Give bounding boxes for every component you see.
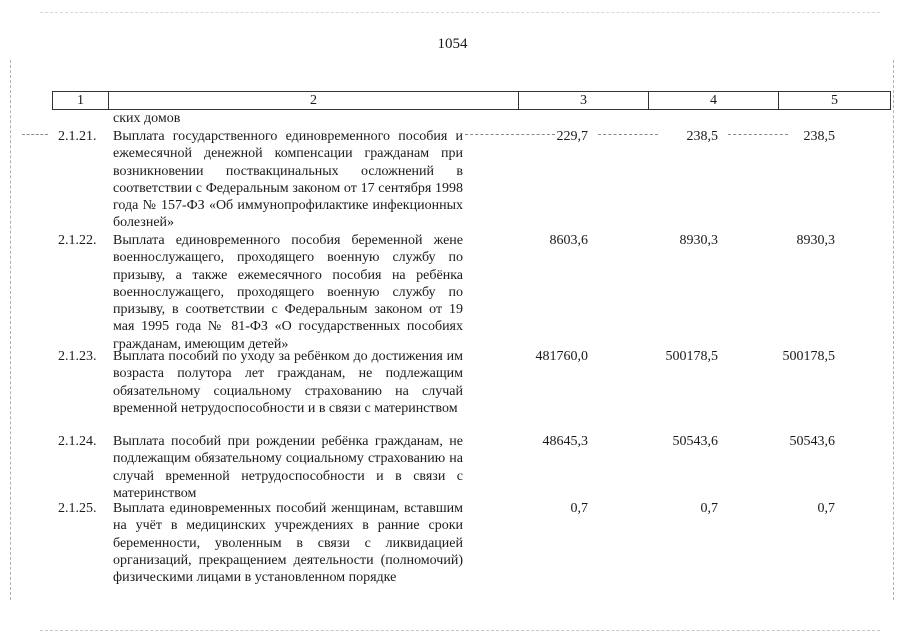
column-header: 1	[53, 92, 109, 110]
row-number: 2.1.23.	[58, 349, 97, 364]
scan-artifact-line	[10, 60, 11, 600]
page-number: 1054	[437, 36, 468, 52]
value-col-4: 500178,5	[665, 349, 718, 364]
value-col-4: 8930,3	[679, 233, 718, 248]
row-description: Выплата единовременного пособия беременной жене военнослужащего, проходящего военную службу по призыву, а также ежемесячного пособия на ребёнка военнослужащего, проходящего военную службу по призыву, в соответствии с Федеральным законом от 19 мая 1995 года № 81-ФЗ «О государственных пособиях гражданам, имеющим детей»	[113, 233, 463, 352]
column-header: 4	[649, 92, 779, 110]
scan-artifact-line	[40, 12, 880, 13]
value-col-3: 481760,0	[535, 349, 588, 364]
value-col-3: 0,7	[570, 501, 588, 516]
column-header: 3	[519, 92, 649, 110]
row-number: 2.1.25.	[58, 501, 97, 516]
row-description: Выплата единовременных пособий женщинам, вставшим на учёт в медицинских учреждениях в ранние сроки беременности, уволенным в связи с ликвидацией организаций, прекращением деятельности (полномочий) физическими лицами в установленном порядке	[113, 501, 463, 586]
table-header	[52, 91, 891, 110]
value-col-5: 0,7	[817, 501, 835, 516]
value-col-4: 0,7	[700, 501, 718, 516]
continuation-text: ских домов	[113, 111, 181, 126]
column-header: 2	[109, 92, 519, 110]
row-number: 2.1.22.	[58, 233, 97, 248]
value-col-5: 238,5	[803, 129, 835, 144]
scan-artifact-line	[22, 134, 48, 135]
value-col-3: 229,7	[556, 129, 588, 144]
value-col-4: 238,5	[686, 129, 718, 144]
row-number: 2.1.21.	[58, 129, 97, 144]
value-col-5: 500178,5	[782, 349, 835, 364]
row-description: Выплата пособий по уходу за ребёнком до достижения им возраста полутора лет гражданам, не подлежащим обязательному социальному страхованию на случай временной нетрудоспособности и в связи с материнством	[113, 349, 463, 416]
scan-artifact-line	[893, 60, 894, 600]
row-number: 2.1.24.	[58, 434, 97, 449]
value-col-3: 48645,3	[542, 434, 588, 449]
row-description: Выплата государственного единовременного пособия и ежемесячной денежной компенсации гражданам при возникновении поствакцинальных осложнений в соответствии с Федеральным законом от 17 сентября 1998 года № 157-ФЗ «Об иммунопрофилактике инфекционных болезней»	[113, 129, 463, 231]
column-header: 5	[779, 92, 891, 110]
scan-artifact-line	[40, 630, 880, 631]
row-description: Выплата пособий при рождении ребёнка гражданам, не подлежащим обязательному социальному страхованию на случай временной нетрудоспособности и в связи с материнством	[113, 434, 463, 501]
value-col-3: 8603,6	[549, 233, 588, 248]
value-col-4: 50543,6	[672, 434, 718, 449]
value-col-5: 8930,3	[796, 233, 835, 248]
value-col-5: 50543,6	[789, 434, 835, 449]
